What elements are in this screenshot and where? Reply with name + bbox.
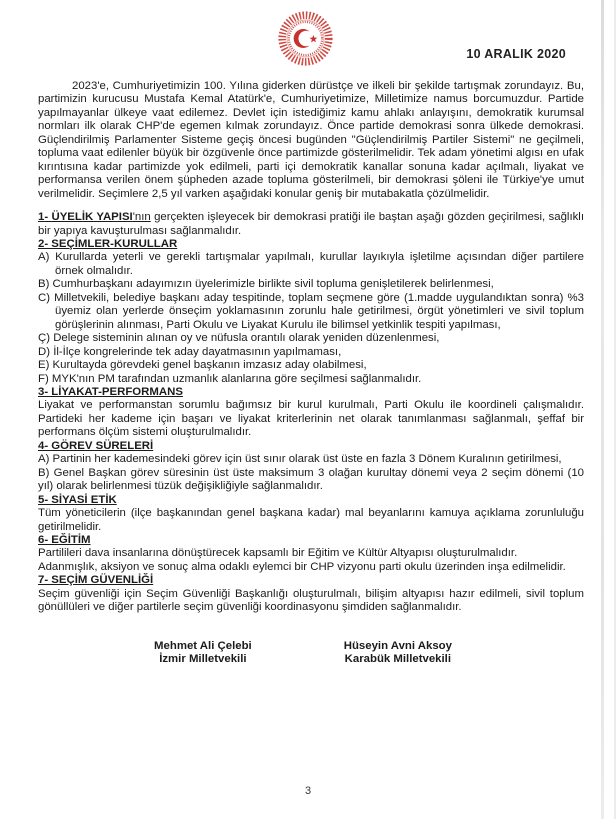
signatory-title: Karabük Milletvekili: [344, 653, 452, 666]
signature-right: [344, 640, 452, 667]
list-item: [38, 453, 584, 466]
signatory-title: İzmir Milletvekili: [159, 653, 247, 666]
item-text: Kurultayda görevdeki genel başkanın imzasız aday olabilmesi,: [49, 359, 367, 372]
intro-paragraph: 2023'e, Cumhuriyetimizin 100. Yılına giderken dürüstçe ve ilkeli bir şekilde tartışmak zorundayız. Bu, partimizin kurucusu Mustafa Kemal Atatürk'e, Cumhuriyetimize, Milletimize namus borcumuzdur. Partide yapılmayanlar ülkeye vaat edilemez. Devlet için istediğimiz kamu ahlakı anlayışını, demokratik kurumsal normları ilk olarak CHP'de egemen kılmak zorundayız. Önce partide demokrasi sonra ülkede demokrasi. Güçlendirilmiş Parlamenter Sisteme geçiş öncesi bugünden "Güçlendirilmiş Partiler Sistemi" ne geçilmeli, topluma vaat edilenler büyük bir özgüvenle önce partimizde gösterilmelidir. Tek adam yönetimi algısı en ufak kırıntısına kadar partimizde yok edilmeli, parti içi demokratik kanallar sonuna kadar açılmalı, liyakat ve performansa verilen önem şüpheden azade topluma gösterilmeli, bir demokrasi şöleni ile Türkiye'ye umut verilmelidir. Seçimlere 2,5 yıl varken aşağıdaki konular geniş bir mutabakatla çözülmelidir.: [38, 80, 584, 200]
list-item: [38, 467, 584, 494]
item-label: D): [38, 345, 51, 358]
section-7: [38, 574, 584, 614]
document-body: [38, 80, 584, 667]
item-label: E): [38, 359, 50, 372]
item-text: Cumhurbaşkanı adayımızın üyelerimizle birlikte sivil topluma genişletilerek belirlenmesi,: [49, 278, 494, 291]
item-text: Partinin her kademesindeki görev için üst sınır olarak üst üste en fazla 3 Dönem Kuralının getirilmesi,: [49, 453, 562, 466]
item-label: B): [38, 278, 50, 291]
section-7-heading: 7- SEÇİM GÜVENLİĞİ: [38, 574, 154, 587]
signatory-name: Hüseyin Avni Aksoy: [343, 639, 452, 652]
signature-left: [154, 640, 252, 667]
item-text: MYK'nın PM tarafından uzmanlık alanlarına göre seçilmesi sağlanmalıdır.: [48, 372, 422, 385]
section-5-body: Tüm yöneticilerin (ilçe başkanından genel başkana kadar) mal beyanlarını kamuya açıklama zorunluluğu getirilmelidir.: [38, 507, 584, 533]
item-text: Kurullarda yeterli ve gerekli tartışmalar yapılmalı, kurullar layıkıyla işletilme açısından diğer partilere örnek olmalıdır.: [49, 251, 584, 277]
item-label: C): [38, 291, 51, 304]
item-label: A): [38, 251, 50, 264]
section-7-body: Seçim güvenliği için Seçim Güvenliği Başkanlığı oluşturulmalı, bilişim altyapısı hazır edilmeli, sivil toplum gönüllüleri ve diğer partilerle seçim güvenliği koordinasyonu şimdiden sağlanmalıdır.: [38, 587, 584, 614]
list-item: [38, 359, 584, 372]
section-4: [38, 440, 584, 494]
list-item: [38, 278, 584, 291]
list-item: [38, 292, 584, 332]
section-6-body: Partilileri dava insanlarına dönüştürecek kapsamlı bir Eğitim ve Kültür Altyapısı oluşturulmalıdır.: [38, 547, 518, 560]
item-text: Genel Başkan görev süresinin üst üste maksimum 3 olağan kurultay dönemi veya 2 seçim dönemi (10 yıl) olarak belirlenmesi tüzük değişikliğiyle sağlanmalıdır.: [38, 466, 584, 493]
section-5: [38, 494, 584, 534]
signature-block: [22, 640, 584, 667]
section-2-heading: 2- SEÇİMLER-KURULLAR: [38, 237, 178, 250]
page-number: 3: [304, 785, 312, 797]
section-1-heading: 1- ÜYELİK YAPISI: [38, 211, 133, 224]
item-label: F): [38, 372, 49, 385]
section-6: [38, 534, 584, 574]
section-4-heading: 4- GÖREV SÜRELERİ: [38, 439, 154, 452]
item-text: Delege sisteminin alınan oy ve nüfusla orantılı olarak yeniden düzenlenmesi,: [50, 332, 440, 345]
item-text: İl-İlçe kongrelerinde tek aday dayatmasının yapılmaması,: [50, 345, 342, 358]
list-item: [38, 332, 584, 345]
section-6-body-2: Adanmışlık, aksiyon ve sonuç alma odaklı eylemci bir CHP vizyonu parti okulu üzerinden inşa edilmelidir.: [38, 560, 566, 573]
signatory-name: Mehmet Ali Çelebi: [154, 639, 252, 652]
scan-edge-line: [601, 0, 604, 819]
section-6-heading: 6- EĞİTİM: [38, 533, 91, 546]
list-item: [38, 373, 584, 386]
list-item: [38, 346, 584, 359]
tbmm-parliament-seal-icon: [277, 10, 334, 67]
document-date: 10 ARALIK 2020: [466, 47, 566, 61]
list-item: [38, 251, 584, 278]
item-label: B): [38, 466, 50, 479]
item-label: A): [38, 453, 50, 466]
section-3-body: Liyakat ve performanstan sorumlu bağımsız bir kurul kurulmalı, Parti Okulu ile koordineli çalışmalıdır. Partideki her kademe için başarı ve liyakat kriterlerinin net olarak tanımlanması sağlanmalı, şeffaf bir performans ölçüm sistemi oluşturulmalıdır.: [38, 399, 584, 439]
item-text: Milletvekili, belediye başkanı aday tespitinde, toplam seçmene göre (1.madde uygulandıktan sonra) %3 üyemiz olan yerlerde önseçim yoklamasının zorunlu hale getirilmesi, örgüt yönetimleri ve sivil toplum görüşlerinin alınması, Parti Okulu ve Liyakat Kurulu ile bilimsel yetkinlik tespiti yapılması,: [50, 291, 584, 331]
section-1: [38, 211, 584, 238]
section-1-heading-suffix: 'nın: [132, 211, 151, 224]
section-3-heading: 3- LİYAKAT-PERFORMANS: [38, 385, 183, 398]
section-2: [38, 238, 584, 386]
section-5-heading: 5- SİYASİ ETİK: [38, 493, 117, 506]
section-3: [38, 386, 584, 440]
item-label: Ç): [38, 332, 51, 345]
section-1-text: gerçekten işleyecek bir demokrasi pratiği ile baştan aşağı gözden geçirilmesi, sağlıklı bir yapıya kavuşturulması sağlanmalıdır.: [38, 211, 585, 237]
